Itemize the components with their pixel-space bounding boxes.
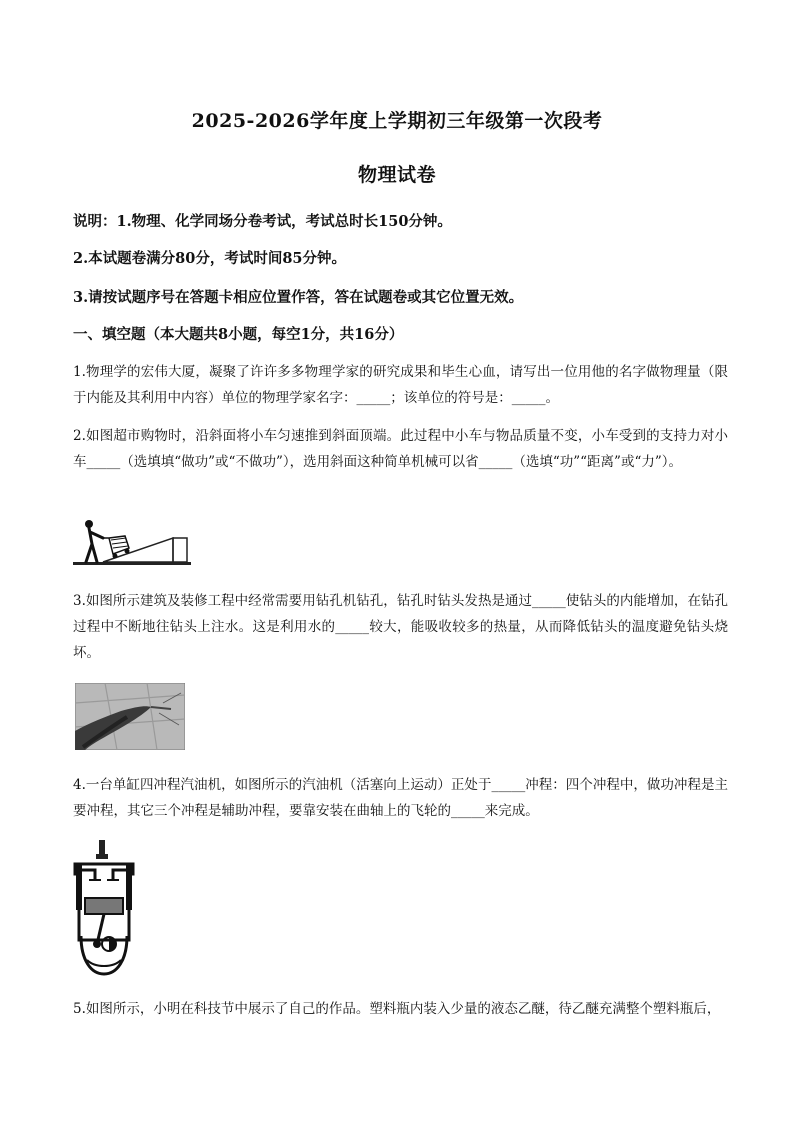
question-5: 5.如图所示，小明在科技节中展示了自己的作品。塑料瓶内装入少量的液态乙醚，待乙醚充满整个塑料瓶后， bbox=[73, 1001, 721, 1017]
note-3: 3.请按试题序号在答题卡相应位置作答，答在试题卷或其它位置无效。 bbox=[73, 289, 524, 306]
section-heading: 一、填空题（本大题共8小题，每空1分，共16分） bbox=[73, 326, 404, 343]
question-4: 4.一台单缸四冲程汽油机，如图所示的汽油机（活塞向上运动）正处于_____冲程：四个冲程中，做功冲程是主要冲程，其它三个冲程是辅助冲程，要靠安装在曲轴上的飞轮的_____来完成。 bbox=[73, 777, 728, 819]
question-2: 2.如图超市购物时，沿斜面将小车匀速推到斜面顶端。此过程中小车与物品质量不变，小车受到的支持力对小车_____（选填填“做功”或“不做功”），选用斜面这种简单机械可以省_____（选填“功”“距离”或“力”）。 bbox=[73, 428, 728, 470]
engine-cylinder-figure bbox=[73, 840, 135, 980]
exam-title: 2025-2026学年度上学期初三年级第一次段考 bbox=[191, 110, 603, 132]
exam-subtitle: 物理试卷 bbox=[357, 164, 436, 186]
question-1: 1.物理学的宏伟大厦，凝聚了许许多多物理学家的研究成果和毕生心血，请写出一位用他的名字做物理量（限于内能及其利用中内容）单位的物理学家名字：_____；该单位的符号是：_____。 bbox=[73, 364, 728, 406]
drilling-photo bbox=[75, 683, 185, 750]
note-1: 说明：1.物理、化学同场分卷考试，考试总时长150分钟。 bbox=[73, 213, 452, 230]
ramp-cart-figure bbox=[73, 516, 191, 568]
question-3: 3.如图所示建筑及装修工程中经常需要用钻孔机钻孔，钻孔时钻头发热是通过_____使钻头的内能增加，在钻孔过程中不断地往钻头上注水。这是利用水的_____较大，能吸收较多的热量，从而降低钻头的温度避免钻头烧坏。 bbox=[73, 593, 728, 661]
note-2: 2.本试题卷满分80分，考试时间85分钟。 bbox=[73, 250, 346, 267]
